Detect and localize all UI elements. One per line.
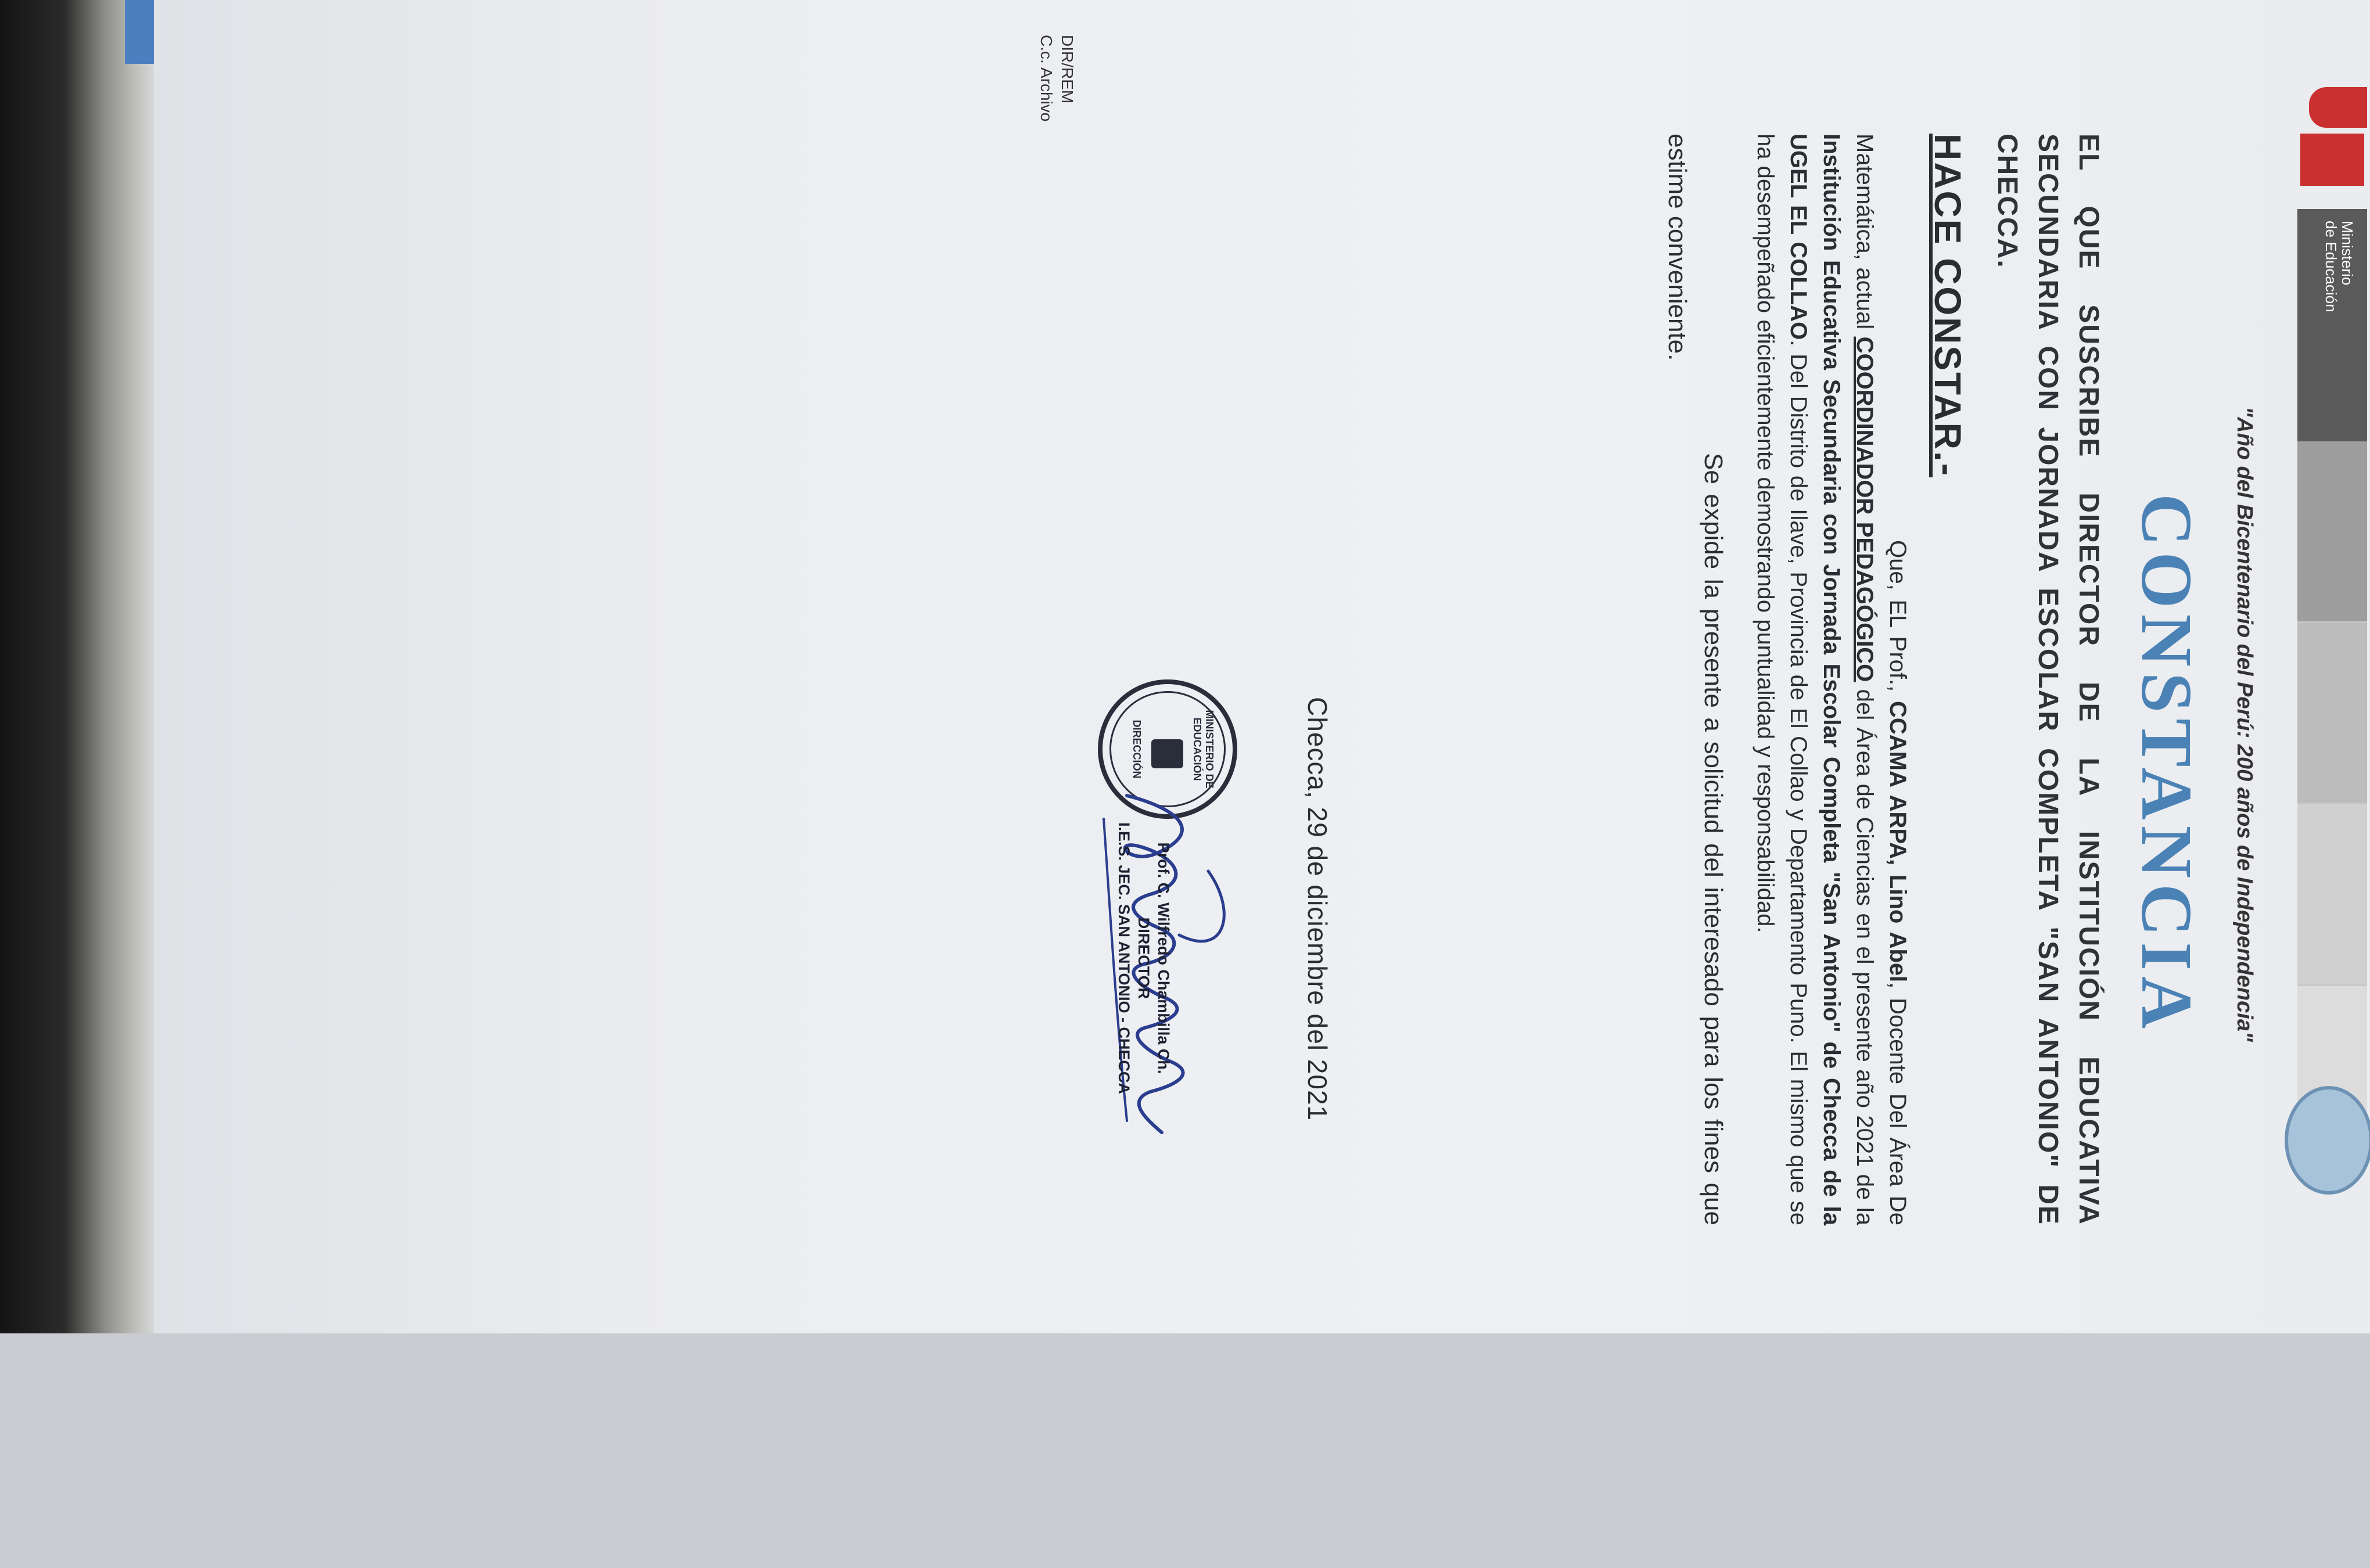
institution-name: Institución Educativa Secundaria con Jornada Escolar Completa "San Antonio" de Checca de la UGEL EL COLLAO bbox=[1786, 134, 1844, 1225]
stamp-emblem-icon bbox=[1151, 739, 1183, 768]
ministry-name-line1: Ministerio bbox=[2339, 221, 2356, 286]
peru-government-logo bbox=[2289, 87, 2370, 209]
document-date: Checca, 29 de diciembre del 2021 bbox=[1302, 697, 1333, 1121]
school-crest-icon bbox=[2285, 1086, 2370, 1195]
ministry-name-line2: de Educación bbox=[2322, 221, 2340, 312]
document-title: CONSTANCIA bbox=[2126, 494, 2206, 1035]
teacher-name: CCAMA ARPA, Lino Abel bbox=[1885, 701, 1911, 983]
ministry-logo-box bbox=[2297, 209, 2367, 441]
closing-paragraph: Se expide la presente a solicitud del interesado para los fines que estime conveniente. bbox=[1663, 134, 1728, 1225]
stamp-top-text: MINISTERIO DE EDUCACIÓN bbox=[1191, 710, 1215, 789]
intro-paragraph: EL QUE SUSCRIBE DIRECTOR DE LA INSTITUCIÓN EDUCATIVA SECUNDARIA CON JORNADA ESCOLAR COMPLETA "SAN ANTONIO" DE CHECCA. bbox=[1992, 134, 2104, 1225]
letterhead bbox=[2289, 87, 2370, 1191]
document-page bbox=[105, 0, 2370, 1333]
letterhead-band bbox=[2297, 441, 2367, 1167]
stamp-bottom-text: DIRECCIÓN bbox=[1131, 720, 1143, 779]
teacher-role: COORDINADOR PEDAGÓGICO bbox=[1852, 336, 1877, 682]
body-paragraph: Que, EL Prof., CCAMA ARPA, Lino Abel, Docente Del Área De Matemática, actual COORDINADOR PEDAGÓGICO del Área de Ciencias en el presente año 2021 de la Institución Educativa Secundaria con Jornada Escolar Completa "San Antonio" de Checca de la UGEL EL COLLAO. Del Distrito de Ilave, Provincia de El Collao y Departamento Puno. El mismo que se ha desempeñado eficientemente demostrando puntualidad y responsabilidad. bbox=[1753, 134, 1911, 1226]
signer-school: I.E.S. JEC. SAN ANTONIO - CHECCA bbox=[1115, 822, 1133, 1095]
year-motto: "Año del Bicentenario del Perú: 200 años de Independencia" bbox=[2232, 407, 2257, 1042]
signer-block bbox=[1114, 807, 1173, 1109]
peru-flag-band bbox=[2300, 134, 2364, 186]
hace-constar-heading: HACE CONSTAR.- bbox=[1927, 134, 1969, 477]
signer-title: DIRECTOR bbox=[1135, 917, 1152, 999]
signer-name: Prof. C. Wilfredo Chambilla Ch. bbox=[1155, 842, 1172, 1074]
cc-line-2: C.c. Archivo bbox=[1037, 35, 1055, 122]
peru-shield-icon bbox=[2309, 87, 2367, 128]
cc-line-1: DIR/REM bbox=[1058, 35, 1076, 104]
carbon-copy-block bbox=[1036, 35, 1078, 121]
